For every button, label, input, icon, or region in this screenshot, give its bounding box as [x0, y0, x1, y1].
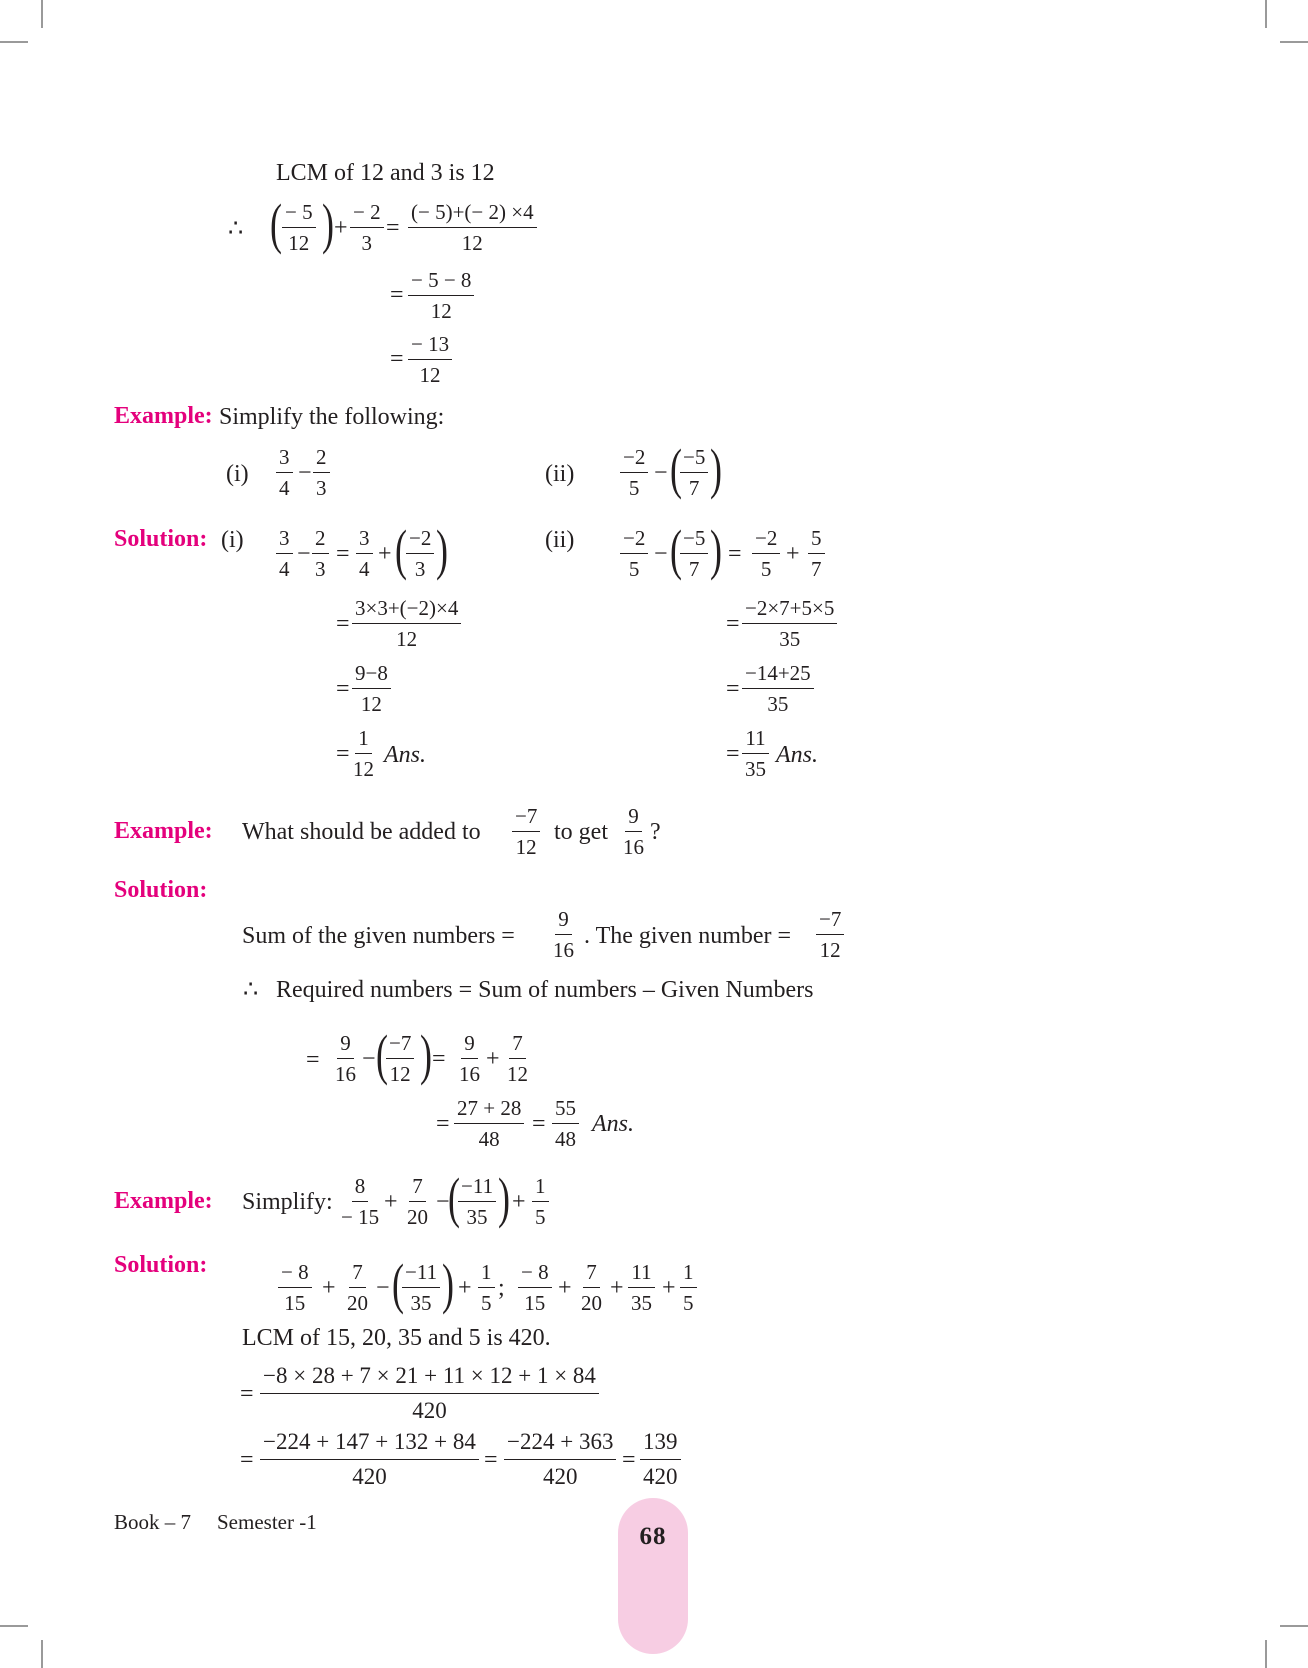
minus-sign: −	[297, 541, 311, 567]
denominator: 420	[643, 1464, 678, 1489]
crop-mark	[1265, 0, 1267, 28]
plus-sign: +	[458, 1275, 472, 1301]
paren-open: (	[392, 1253, 404, 1315]
paren-close: )	[710, 519, 722, 581]
minus-sign: −	[436, 1189, 450, 1215]
denominator: 420	[542, 1464, 578, 1489]
fraction: $\frac{7}{20}$	[347, 1260, 368, 1315]
fraction	[260, 1362, 599, 1425]
paren-close: )	[436, 519, 448, 581]
fraction: $\frac{-2}{5}$	[620, 526, 648, 581]
example-label: Example:	[114, 403, 213, 429]
fraction: $\frac{7}{12}$	[507, 1031, 528, 1086]
fraction: $\frac{3\times 3+(-2)\times 4}{12}$	[352, 596, 461, 651]
answer-label: Ans.	[592, 1111, 634, 1137]
solution-label: Solution:	[114, 1252, 208, 1278]
equals-sign: =	[726, 611, 740, 637]
equals-sign: =	[726, 676, 740, 702]
question-text: Simplify:	[242, 1189, 333, 1215]
fraction: $\frac{9}{16}$	[623, 804, 644, 859]
fraction: $\frac{-7}{12}$	[512, 804, 540, 859]
fraction: $\frac{1}{5}$	[680, 1260, 697, 1315]
paren-close: )	[710, 438, 722, 500]
therefore-symbol: ∴	[243, 977, 259, 1003]
equals-sign: =	[432, 1046, 446, 1072]
plus-sign: +	[610, 1275, 624, 1301]
equals-sign: =	[336, 741, 350, 767]
fraction: $\frac{3}{4}$	[276, 526, 293, 581]
plus-sign: +	[662, 1275, 676, 1301]
equals-sign: =	[622, 1447, 636, 1473]
minus-sign: −	[376, 1275, 390, 1301]
fraction: $\frac{2}{3}$	[312, 526, 329, 581]
solution-label: Solution:	[114, 877, 208, 903]
denominator: 420	[352, 1464, 387, 1489]
fraction: $\frac{-2\times 7+5\times 5}{35}$	[742, 596, 837, 651]
fraction: $\frac{3}{4}$	[276, 445, 293, 500]
fraction: $\frac{- 8}{15}$	[518, 1260, 552, 1315]
crop-mark	[41, 1640, 43, 1668]
part-ii-label: (ii)	[545, 461, 575, 487]
fraction: $\frac{1}{5}$	[532, 1174, 549, 1229]
paren-open: (	[270, 193, 282, 255]
fraction: $\frac{9}{16}$	[459, 1031, 480, 1086]
equals-sign: =	[240, 1447, 254, 1473]
fraction: $\frac{8}{- 15}$	[341, 1174, 380, 1229]
fraction: $\frac{7}{20}$	[581, 1260, 602, 1315]
paren-open: (	[376, 1024, 388, 1086]
fraction: $\frac{- 5}{12}$	[282, 200, 316, 255]
fraction: $\frac{-7}{12}$	[386, 1031, 414, 1086]
fraction: $\frac{-5}{7}$	[680, 526, 708, 581]
numerator: 139	[640, 1428, 681, 1460]
question-text: What should be added to	[242, 819, 481, 845]
crop-mark	[0, 41, 28, 43]
fraction: $\frac{-14+25}{35}$	[742, 661, 814, 716]
fraction: $\frac{1}{12}$	[353, 726, 374, 781]
equals-sign: =	[336, 541, 350, 567]
semicolon: ;	[498, 1275, 505, 1301]
footer-book: Book – 7	[114, 1510, 192, 1534]
crop-mark	[1265, 1640, 1267, 1668]
fraction: $\frac{-7}{12}$	[816, 907, 844, 962]
part-i-label: (i)	[221, 527, 244, 553]
equals-sign: =	[336, 611, 350, 637]
numerator: −224 + 363	[504, 1428, 616, 1460]
fraction: $\frac{7}{20}$	[407, 1174, 428, 1229]
fraction: $\frac{2}{3}$	[313, 445, 330, 500]
equals-sign: =	[532, 1111, 546, 1137]
paren-open: (	[395, 519, 407, 581]
crop-mark	[1280, 41, 1308, 43]
question-mark: ?	[650, 819, 661, 845]
solution-label: Solution:	[114, 526, 208, 552]
plus-sign: +	[322, 1275, 336, 1301]
plus-sign: +	[512, 1189, 526, 1215]
plus-sign: +	[378, 541, 392, 567]
equals-sign: =	[336, 676, 350, 702]
fraction: $\frac{27 + 28}{48}$	[454, 1096, 524, 1151]
equals-sign: =	[390, 282, 404, 308]
fraction: $\frac{-11}{35}$	[402, 1260, 440, 1315]
example-label: Example:	[114, 1188, 213, 1214]
paren-open: (	[670, 519, 682, 581]
footer-semester: Semester -1	[217, 1510, 317, 1534]
page-number: 68	[639, 1523, 667, 1550]
sum-text: Sum of the given numbers =	[242, 923, 515, 949]
equals-sign: =	[436, 1111, 450, 1137]
fraction: $\frac{9-8}{12}$	[352, 661, 391, 716]
paren-close: )	[322, 193, 334, 255]
paren-close: )	[442, 1253, 454, 1315]
given-text: . The given number =	[584, 923, 792, 949]
plus-sign: +	[384, 1189, 398, 1215]
fraction: $\frac{- 5 - 8}{12}$	[408, 268, 474, 323]
plus-sign: +	[486, 1046, 500, 1072]
minus-sign: −	[362, 1046, 376, 1072]
crop-mark	[1280, 1625, 1308, 1627]
plus-sign: +	[786, 541, 800, 567]
lcm-statement: LCM of 12 and 3 is 12	[276, 160, 495, 186]
part-i-label: (i)	[226, 461, 249, 487]
plus-sign: +	[558, 1275, 572, 1301]
minus-sign: −	[298, 460, 312, 486]
fraction: $\frac{9}{16}$	[553, 907, 574, 962]
fraction: $\frac{- 8}{15}$	[278, 1260, 312, 1315]
example-question: Simplify the following:	[219, 404, 445, 430]
crop-mark	[41, 0, 43, 28]
fraction	[504, 1428, 616, 1491]
fraction: $\frac{9}{16}$	[335, 1031, 356, 1086]
plus-sign: +	[334, 215, 348, 241]
page-number-tab	[618, 1498, 688, 1654]
equals-sign: =	[240, 1381, 254, 1407]
fraction: $\frac{11}{35}$	[628, 1260, 655, 1315]
fraction: $\frac{1}{5}$	[478, 1260, 495, 1315]
paren-close: )	[420, 1024, 432, 1086]
equals-sign: =	[726, 741, 740, 767]
numerator: −224 + 147 + 132 + 84	[260, 1428, 479, 1460]
paren-open: (	[448, 1167, 460, 1229]
paren-close: )	[498, 1167, 510, 1229]
equals-sign: =	[386, 215, 400, 241]
example-label: Example:	[114, 818, 213, 844]
paren-open: (	[670, 438, 682, 500]
equals-sign: =	[728, 541, 742, 567]
part-ii-label: (ii)	[545, 527, 575, 553]
fraction: $\frac{- 2}{3}$	[350, 200, 384, 255]
equals-sign: =	[306, 1047, 320, 1073]
fraction	[640, 1428, 681, 1491]
fraction: $\frac{-11}{35}$	[458, 1174, 496, 1229]
lcm-statement: LCM of 15, 20, 35 and 5 is 420.	[242, 1325, 551, 1351]
question-text: to get	[554, 819, 608, 845]
fraction: $\frac{- 13}{12}$	[408, 332, 452, 387]
numerator: −8 × 28 + 7 × 21 + 11 × 12 + 1 × 84	[260, 1362, 599, 1394]
fraction: $\frac{-2}{5}$	[620, 445, 648, 500]
therefore-symbol: ∴	[228, 216, 244, 242]
denominator: 420	[412, 1398, 447, 1423]
fraction: $\frac{55}{48}$	[552, 1096, 579, 1151]
answer-label: Ans.	[776, 742, 818, 768]
fraction: $\frac{(- 5)+(- 2) \times 4}{12}$	[408, 200, 537, 255]
fraction: $\frac{5}{7}$	[808, 526, 825, 581]
answer-label: Ans.	[384, 742, 426, 768]
required-text: Required numbers = Sum of numbers – Given Numbers	[276, 977, 814, 1003]
fraction: $\frac{11}{35}$	[742, 726, 769, 781]
minus-sign: −	[654, 541, 668, 567]
crop-mark	[0, 1625, 28, 1627]
fraction: $\frac{-2}{3}$	[406, 526, 434, 581]
fraction	[260, 1428, 479, 1491]
fraction: $\frac{3}{4}$	[356, 526, 373, 581]
fraction: $\frac{-5}{7}$	[680, 445, 708, 500]
equals-sign: =	[390, 346, 404, 372]
fraction: $\frac{-2}{5}$	[752, 526, 780, 581]
equals-sign: =	[484, 1447, 498, 1473]
minus-sign: −	[654, 460, 668, 486]
